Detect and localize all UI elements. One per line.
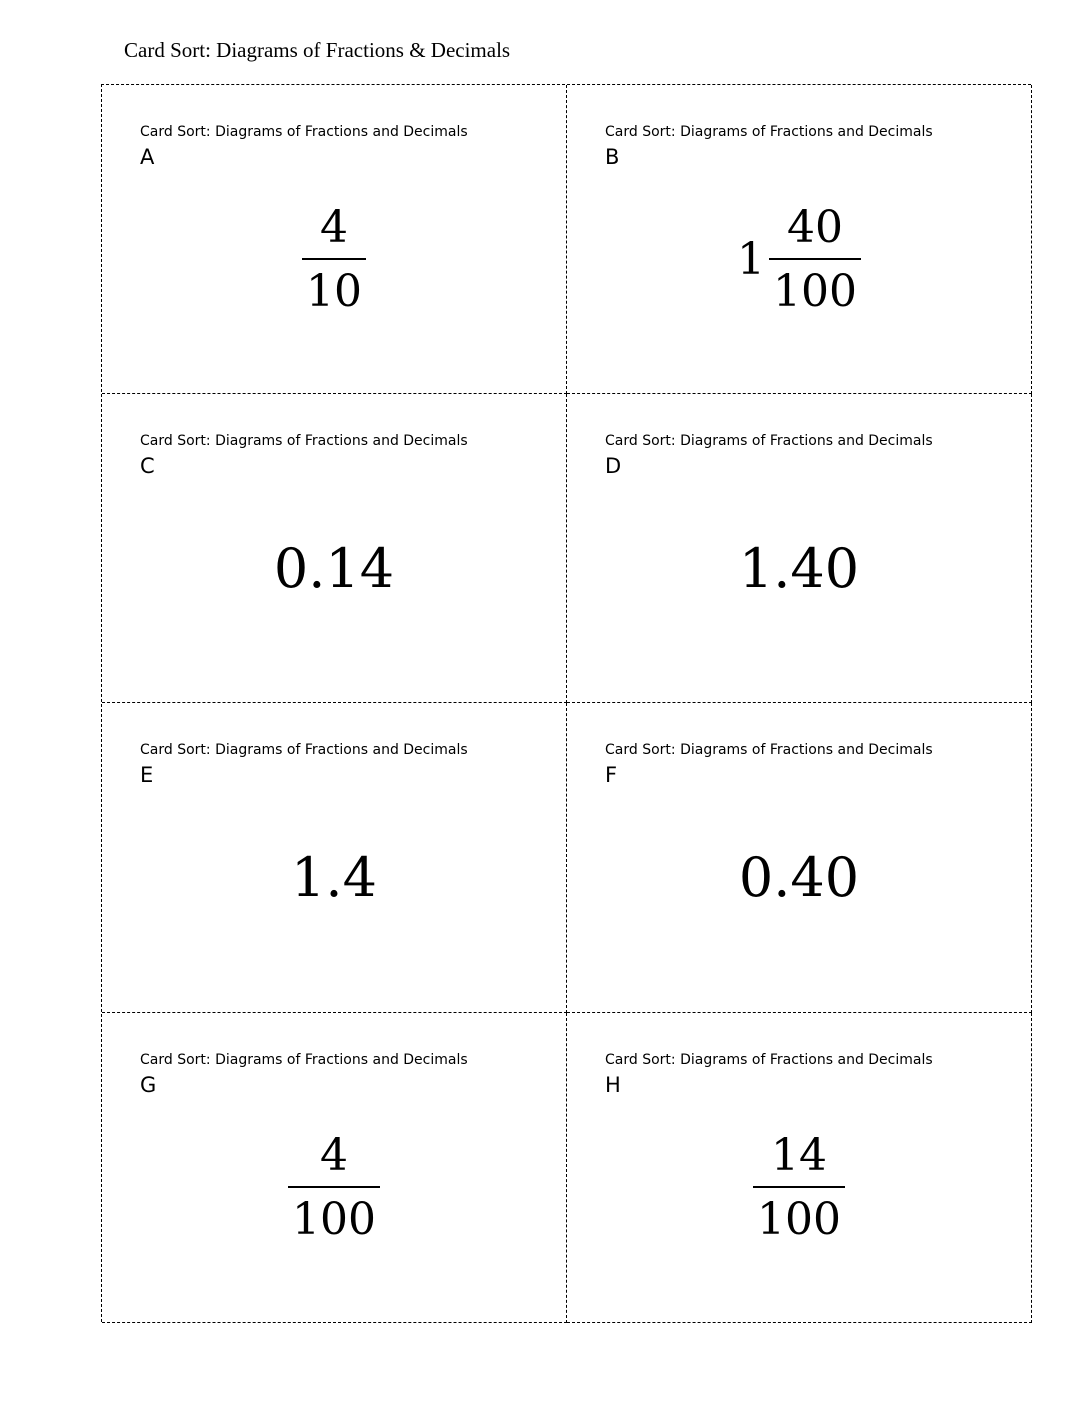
card-letter: G: [140, 1073, 157, 1097]
card-a: [102, 85, 567, 394]
card-value: [567, 1118, 1031, 1258]
card-value: [567, 499, 1031, 639]
numerator: 14: [770, 1130, 827, 1181]
fraction: [753, 1130, 845, 1246]
card-e: [102, 703, 567, 1013]
whole-part: 1: [737, 234, 765, 285]
card-caption: Card Sort: Diagrams of Fractions and Decimals: [140, 124, 468, 140]
card-letter: E: [140, 763, 154, 787]
page-title: Card Sort: Diagrams of Fractions & Decimals: [124, 38, 511, 62]
card-letter: A: [140, 145, 155, 169]
numerator: 4: [320, 202, 348, 253]
decimal-value: 0.40: [738, 846, 860, 909]
card-caption: Card Sort: Diagrams of Fractions and Decimals: [605, 1052, 933, 1068]
card-h: [567, 1013, 1032, 1323]
fraction-bar: [302, 258, 366, 260]
card-b: [567, 85, 1032, 394]
numerator: 4: [319, 1130, 348, 1181]
denominator: 100: [292, 1194, 376, 1245]
fraction: [302, 202, 366, 318]
card-f: [567, 703, 1032, 1013]
card-value: [567, 190, 1031, 330]
card-value: [102, 808, 566, 948]
card-value: [567, 808, 1031, 948]
card-caption: Card Sort: Diagrams of Fractions and Decimals: [605, 742, 933, 758]
card-caption: Card Sort: Diagrams of Fractions and Decimals: [605, 124, 933, 140]
card-grid: [101, 84, 1031, 1322]
denominator: 10: [306, 266, 362, 317]
fraction-bar: [288, 1186, 380, 1188]
card-value: [102, 190, 566, 330]
decimal-value: 0.14: [273, 537, 395, 600]
fraction: [769, 202, 861, 318]
numerator: 40: [786, 202, 843, 253]
fraction-bar: [769, 258, 861, 260]
card-c: [102, 394, 567, 703]
card-caption: Card Sort: Diagrams of Fractions and Decimals: [140, 433, 468, 449]
fraction-bar: [753, 1186, 845, 1188]
decimal-value: 1.40: [738, 537, 860, 600]
card-letter: D: [605, 454, 622, 478]
card-caption: Card Sort: Diagrams of Fractions and Decimals: [140, 742, 468, 758]
card-caption: Card Sort: Diagrams of Fractions and Decimals: [605, 433, 933, 449]
card-letter: C: [140, 454, 155, 478]
fraction: [288, 1130, 380, 1246]
card-caption: Card Sort: Diagrams of Fractions and Decimals: [140, 1052, 468, 1068]
card-value: [102, 1118, 566, 1258]
card-value: [102, 499, 566, 639]
mixed-number: [737, 202, 861, 318]
card-g: [102, 1013, 567, 1323]
card-letter: H: [605, 1073, 621, 1097]
decimal-value: 1.4: [291, 846, 377, 909]
card-letter: F: [605, 763, 618, 787]
denominator: 100: [757, 1194, 841, 1245]
card-d: [567, 394, 1032, 703]
denominator: 100: [773, 266, 857, 317]
card-letter: B: [605, 145, 620, 169]
